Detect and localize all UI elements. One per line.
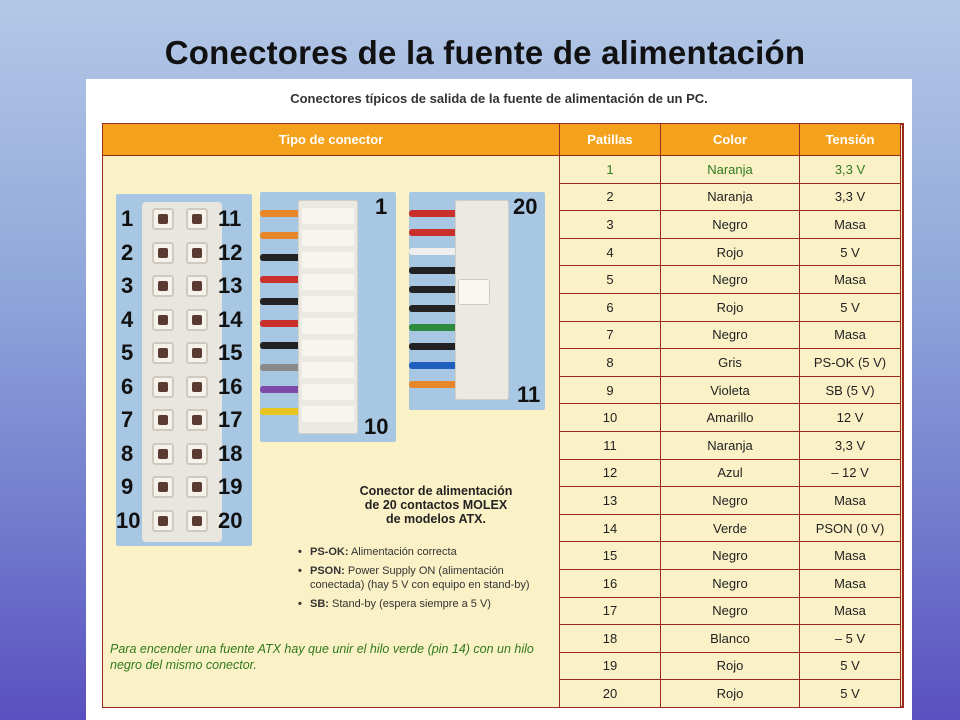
color-cell: Rojo <box>661 680 800 708</box>
voltage-cell: PS-OK (5 V) <box>800 349 901 377</box>
pin-socket <box>152 409 174 431</box>
pin-cell: 5 <box>560 266 661 294</box>
pin-socket <box>152 443 174 465</box>
footer-note: Para encender una fuente ATX hay que unir el hilo verde (pin 14) con un hilo negro del mismo conector. <box>110 642 534 672</box>
wire <box>409 343 459 350</box>
wire <box>409 248 459 255</box>
pin-number-label: 11 <box>218 206 242 231</box>
pin-cell: 4 <box>560 238 661 266</box>
note-text: Stand-by (espera siempre a 5 V) <box>328 598 491 610</box>
pin-socket <box>152 242 174 264</box>
note-term: SB: <box>310 598 329 610</box>
wire <box>260 342 302 349</box>
description-line: de 20 contactos MOLEX <box>364 498 508 512</box>
wire <box>409 267 459 274</box>
color-cell: Amarillo <box>661 404 800 432</box>
color-cell: Naranja <box>661 156 800 184</box>
wire <box>409 324 459 331</box>
connector-rib <box>302 274 354 290</box>
connector-description-title <box>336 484 536 526</box>
voltage-cell: Masa <box>800 321 901 349</box>
wire <box>260 232 302 239</box>
pin-number-label: 12 <box>218 239 243 265</box>
header-tension: Tensión <box>800 124 901 156</box>
pin-cell: 1 <box>560 156 661 184</box>
pin-socket <box>152 342 174 364</box>
pin-socket <box>186 510 208 532</box>
header-tipo: Tipo de conector <box>103 124 560 156</box>
pin-socket <box>186 242 208 264</box>
pin-cell: 3 <box>560 211 661 239</box>
wire <box>260 210 302 217</box>
pin-cell: 10 <box>560 404 661 432</box>
color-cell: Negro <box>661 569 800 597</box>
pin-cell: 7 <box>560 321 661 349</box>
pin-number-label: 7 <box>121 407 134 432</box>
pin-number-label: 15 <box>218 340 243 365</box>
pin-socket <box>152 309 174 331</box>
color-cell: Azul <box>661 459 800 487</box>
back-pin-top-label: 20 <box>513 194 538 219</box>
pin-cell: 15 <box>560 542 661 570</box>
document-image <box>86 79 912 720</box>
note-item <box>298 545 556 559</box>
pin-number-label: 6 <box>121 373 134 399</box>
pin-number-label: 18 <box>218 440 243 466</box>
voltage-cell: 5 V <box>800 680 901 708</box>
pin-number-label: 17 <box>218 407 243 432</box>
pin-cell: 2 <box>560 183 661 211</box>
pin-number-label: 5 <box>121 340 134 365</box>
wire <box>409 286 459 293</box>
pin-number-label: 4 <box>121 306 134 332</box>
connector-side-body <box>298 200 358 434</box>
pin-cell: 12 <box>560 459 661 487</box>
color-cell: Blanco <box>661 625 800 653</box>
description-line: de modelos ATX. <box>385 512 486 526</box>
note-term: PSON: <box>310 565 345 577</box>
connector-front-photo <box>116 194 252 546</box>
wire <box>260 386 302 393</box>
connector-rib <box>302 384 354 400</box>
pin-socket <box>186 476 208 498</box>
color-cell: Rojo <box>661 652 800 680</box>
header-color: Color <box>661 124 800 156</box>
color-cell: Rojo <box>661 293 800 321</box>
slide-title: Conectores de la fuente de alimentación <box>164 34 806 71</box>
connector-latch <box>459 280 489 304</box>
voltage-cell: 3,3 V <box>800 156 901 184</box>
note-text: Power Supply ON (alimentación conectada) (hay 5 V con equipo en stand-by) <box>310 565 530 591</box>
connector-rib <box>302 406 354 422</box>
voltage-cell: PSON (0 V) <box>800 514 901 542</box>
pin-cell: 17 <box>560 597 661 625</box>
color-cell: Negro <box>661 597 800 625</box>
pin-socket <box>186 342 208 364</box>
side-pin-bottom-label: 10 <box>364 414 389 439</box>
notes-list <box>298 545 556 616</box>
pin-cell: 16 <box>560 569 661 597</box>
wire <box>260 408 302 415</box>
connector-rib <box>302 340 354 356</box>
note-term: PS-OK: <box>310 546 349 558</box>
pin-number-label: 8 <box>121 440 134 466</box>
voltage-cell: 3,3 V <box>800 183 901 211</box>
voltage-cell: – 5 V <box>800 625 901 653</box>
color-cell: Rojo <box>661 238 800 266</box>
voltage-cell: Masa <box>800 597 901 625</box>
pin-cell: 8 <box>560 349 661 377</box>
document-caption: Conectores típicos de salida de la fuente de alimentación de un PC. <box>290 91 708 106</box>
pin-socket <box>186 443 208 465</box>
color-cell: Negro <box>661 542 800 570</box>
color-cell: Naranja <box>661 183 800 211</box>
pin-number-label: 19 <box>218 474 243 499</box>
header-patillas: Patillas <box>560 124 661 156</box>
wire <box>409 381 459 388</box>
pin-number-label: 20 <box>218 507 243 533</box>
pin-number-label: 3 <box>121 273 134 298</box>
pin-number-label: 1 <box>121 206 134 231</box>
pin-cell: 18 <box>560 625 661 653</box>
voltage-cell: Masa <box>800 569 901 597</box>
pin-cell: 13 <box>560 487 661 515</box>
pin-cell: 9 <box>560 376 661 404</box>
wire <box>409 210 459 217</box>
note-item <box>298 597 556 611</box>
pin-cell: 14 <box>560 514 661 542</box>
pin-cell: 6 <box>560 293 661 321</box>
pin-number-label: 13 <box>218 273 243 298</box>
connector-rib <box>302 208 354 224</box>
wire <box>260 254 302 261</box>
pin-socket <box>152 208 174 230</box>
voltage-cell: SB (5 V) <box>800 376 901 404</box>
voltage-cell: 5 V <box>800 652 901 680</box>
pin-number-label: 16 <box>218 373 243 399</box>
connector-rib <box>302 230 354 246</box>
voltage-cell: 3,3 V <box>800 431 901 459</box>
pin-number-label: 10 <box>116 507 141 533</box>
voltage-cell: – 12 V <box>800 459 901 487</box>
connector-rib <box>302 252 354 268</box>
color-cell: Negro <box>661 321 800 349</box>
color-cell: Negro <box>661 211 800 239</box>
voltage-cell: 5 V <box>800 238 901 266</box>
color-cell: Naranja <box>661 431 800 459</box>
pin-socket <box>152 476 174 498</box>
pin-socket <box>152 275 174 297</box>
pin-number-label: 2 <box>121 239 134 265</box>
wire <box>260 320 302 327</box>
table-header-row <box>103 124 901 156</box>
connector-side-photo <box>260 192 396 442</box>
pin-number-label: 9 <box>121 474 134 499</box>
voltage-cell: Masa <box>800 487 901 515</box>
color-cell: Negro <box>661 487 800 515</box>
pin-socket <box>186 275 208 297</box>
voltage-cell: 5 V <box>800 293 901 321</box>
voltage-cell: Masa <box>800 211 901 239</box>
pin-cell: 19 <box>560 652 661 680</box>
color-cell: Violeta <box>661 376 800 404</box>
pin-cell: 11 <box>560 431 661 459</box>
wire <box>409 229 459 236</box>
voltage-cell: 12 V <box>800 404 901 432</box>
pin-number-label: 14 <box>218 306 243 332</box>
voltage-cell: Masa <box>800 542 901 570</box>
pin-socket <box>186 409 208 431</box>
pin-socket <box>186 208 208 230</box>
connector-rib <box>302 318 354 334</box>
side-pin-top-label: 1 <box>375 194 388 219</box>
note-item <box>298 564 556 592</box>
voltage-cell: Masa <box>800 266 901 294</box>
color-cell: Verde <box>661 514 800 542</box>
pin-socket <box>186 309 208 331</box>
description-line: Conector de alimentación <box>359 484 513 498</box>
pin-cell: 20 <box>560 680 661 708</box>
wire <box>409 305 459 312</box>
color-cell: Gris <box>661 349 800 377</box>
connector-back-photo <box>409 192 545 410</box>
pin-socket <box>152 510 174 532</box>
pin-socket <box>186 376 208 398</box>
wire <box>260 298 302 305</box>
wire <box>260 276 302 283</box>
connector-rib <box>302 362 354 378</box>
pin-socket <box>152 376 174 398</box>
connector-rib <box>302 296 354 312</box>
wire <box>409 362 459 369</box>
table-row <box>103 156 901 184</box>
back-pin-bottom-label: 11 <box>517 382 541 407</box>
note-text: Alimentación correcta <box>348 546 457 558</box>
wire <box>260 364 302 371</box>
color-cell: Negro <box>661 266 800 294</box>
